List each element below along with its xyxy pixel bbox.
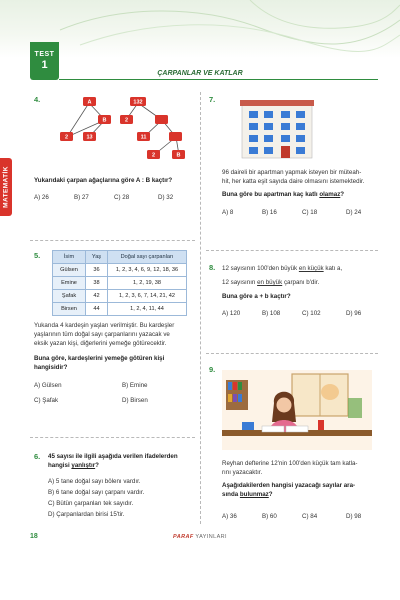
tree-label: A [87,99,92,106]
table-cell: Emine [53,277,86,290]
q5-option-c[interactable]: C) Şafak [34,397,59,404]
q8-line1-post: katı a, [323,265,343,272]
q4-option-d[interactable]: D) 32 [158,194,174,201]
girl-studying-illustration [222,370,372,450]
q5-option-d[interactable]: D) Birsen [122,397,148,404]
q8-line2-post: çarpanı b'dir. [282,279,320,286]
table-cell: 1, 2, 3, 6, 7, 14, 21, 42 [108,290,187,303]
apartment-building-illustration [238,98,318,160]
q6-question [48,461,99,470]
table-row [53,264,187,277]
q6-option-d[interactable]: D) Çarpanlardan birisi 15'tir. [48,511,125,518]
header-leaf-pattern [0,0,400,58]
q7-text-line: 96 daireli bir apartman yapmak isteyen bir müteah- [222,169,362,176]
table-row [53,303,187,316]
q9-option-b[interactable]: B) 60 [262,513,277,520]
q6-question-pre: hangisi [48,462,72,469]
tree-label: 2 [151,152,156,159]
question-divider [206,250,378,251]
tree-label: 2 [64,134,69,141]
question-divider [30,240,195,241]
q7-text-line: hit, her katta eşit sayıda daire olmasını istemektedir. [222,178,365,185]
table-row [53,277,187,290]
table-header-row [53,251,187,264]
q5-text-line: yaşlarının tüm doğal sayı çarpanlarını yazacak ve [34,331,170,338]
test-number: 1 [41,59,48,71]
q5-options-row1 [34,382,147,389]
q5-text-line: eksik yazan kişi, diğerlerini yemeğe götürecektir. [34,340,167,347]
q9-options [222,513,361,520]
q7-option-d[interactable]: D) 24 [346,209,362,216]
test-label: TEST [34,51,55,58]
tree-label: 132 [133,99,143,106]
q9-option-a[interactable]: A) 36 [222,513,237,520]
q7-question [222,190,344,199]
q6-option-c[interactable]: C) Bütün çarpanları tek sayıdır. [48,500,134,507]
q5-question: Buna göre, kardeşlerini yemeğe götüren kişi [34,355,165,362]
page-number: 18 [30,533,38,540]
q7-option-b[interactable]: B) 16 [262,209,277,216]
publisher-brand-bold: PARAF [173,534,194,540]
q9-option-c[interactable]: C) 84 [302,513,318,520]
q6-option-b[interactable]: B) 6 tane doğal sayı çarpanı vardır. [48,489,145,496]
q9-number: 9. [209,365,216,374]
ages-table [52,250,187,316]
q6-option-a[interactable]: A) 5 tane doğal sayı bölenı vardır. [48,478,141,485]
q7-option-a[interactable]: A) 8 [222,209,234,216]
q9-question: Aşağıdakilerden hangisi yazacağı sayılar ara- [222,482,356,489]
header-line [59,79,378,80]
table-cell: 1, 2, 4, 11, 44 [108,303,187,316]
q5-text-line: Yukarıda 4 kardeşin yaşları verilmiştir. Bu kardeşler [34,322,175,329]
tree-label: 2 [124,117,129,124]
q9-question-pre: sında [222,491,240,498]
header-band [0,0,400,58]
table-cell: 1, 2, 3, 4, 6, 9, 12, 18, 36 [108,264,187,277]
table-header: İsim [53,251,86,264]
q9-option-d[interactable]: D) 98 [346,513,362,520]
q8-options [222,310,361,317]
q8-option-c[interactable]: C) 102 [302,310,321,317]
q9-question-emphasis: bulunmaz [239,491,269,498]
table-cell: 36 [86,264,108,277]
q5-option-a[interactable]: A) Gülsen [34,382,62,389]
q4-question: Yukarıdaki çarpan ağaçlarına göre A : B kaçtır? [34,177,173,184]
side-subject-label: MATEMATİK [2,166,10,208]
q5-option-b[interactable]: B) Emine [122,382,148,389]
q4-option-b[interactable]: B) 27 [74,194,89,201]
table-cell: 44 [86,303,108,316]
table-cell: 42 [86,290,108,303]
q8-line2 [222,278,319,287]
table-cell: Gülsen [53,264,86,277]
question-divider [206,353,378,354]
q4-options [34,194,173,201]
tree-node [155,115,168,124]
q8-option-d[interactable]: D) 96 [346,310,362,317]
q8-line1 [222,264,342,273]
q8-line1-pre: 12 sayısının 100'den büyük [222,265,299,272]
q9-text-line: Reyhan defterine 12'nin 100'den küçük tam katla- [222,460,358,467]
tree-label: 11 [140,134,147,141]
q8-line1-emphasis: en küçük [298,265,324,272]
q7-question-pre: Buna göre bu apartman kaç katlı [222,191,320,198]
tree-label: B [102,117,107,124]
table-header: Yaş [86,251,108,264]
tree-node [169,132,182,141]
factor-trees [50,95,200,167]
q6-question-post: ? [95,462,99,469]
q6-question-emphasis: yanlıştır [71,462,96,469]
q7-question-emphasis: olamaz [319,191,341,198]
q7-options [222,209,361,216]
column-divider [200,92,201,524]
table-cell: 38 [86,277,108,290]
tree-label: 13 [86,134,93,141]
q5-number: 5. [34,251,41,260]
q9-text-line: rını yazacaktır. [222,469,263,476]
q8-option-a[interactable]: A) 120 [222,310,241,317]
table-cell: 1, 2, 19, 38 [108,277,187,290]
q8-option-b[interactable]: B) 108 [262,310,281,317]
side-subject-tab [0,158,12,216]
chapter-title: ÇARPANLAR VE KATLAR [157,70,243,77]
table-row [53,290,187,303]
table-header: Doğal sayı çarpanları [108,251,187,264]
q8-line2-emphasis: en büyük [257,279,283,286]
publisher-brand-rest: YAYINLARI [193,534,227,540]
q8-question: Buna göre a + b kaçtır? [222,293,291,300]
q4-option-c[interactable]: C) 28 [114,194,130,201]
table-cell: Birsen [53,303,86,316]
q9-question [222,490,273,499]
q6-question: 45 sayısı ile ilgili aşağıda verilen ifadelerden [48,453,178,460]
table-cell: Şafak [53,290,86,303]
q8-line2-pre: 12 sayısının [222,279,258,286]
publisher-brand [0,534,400,540]
q6-number: 6. [34,452,41,461]
question-divider [30,437,195,438]
q9-question-post: ? [268,491,273,498]
q7-option-c[interactable]: C) 18 [302,209,318,216]
q4-number: 4. [34,95,41,104]
q5-options-row2 [34,397,148,404]
q8-number: 8. [209,263,216,272]
q5-question: hangisidir? [34,364,68,371]
q4-option-a[interactable]: A) 26 [34,194,49,201]
tree-label: B [176,152,181,159]
q7-number: 7. [209,95,216,104]
q7-question-post: ? [340,191,345,198]
